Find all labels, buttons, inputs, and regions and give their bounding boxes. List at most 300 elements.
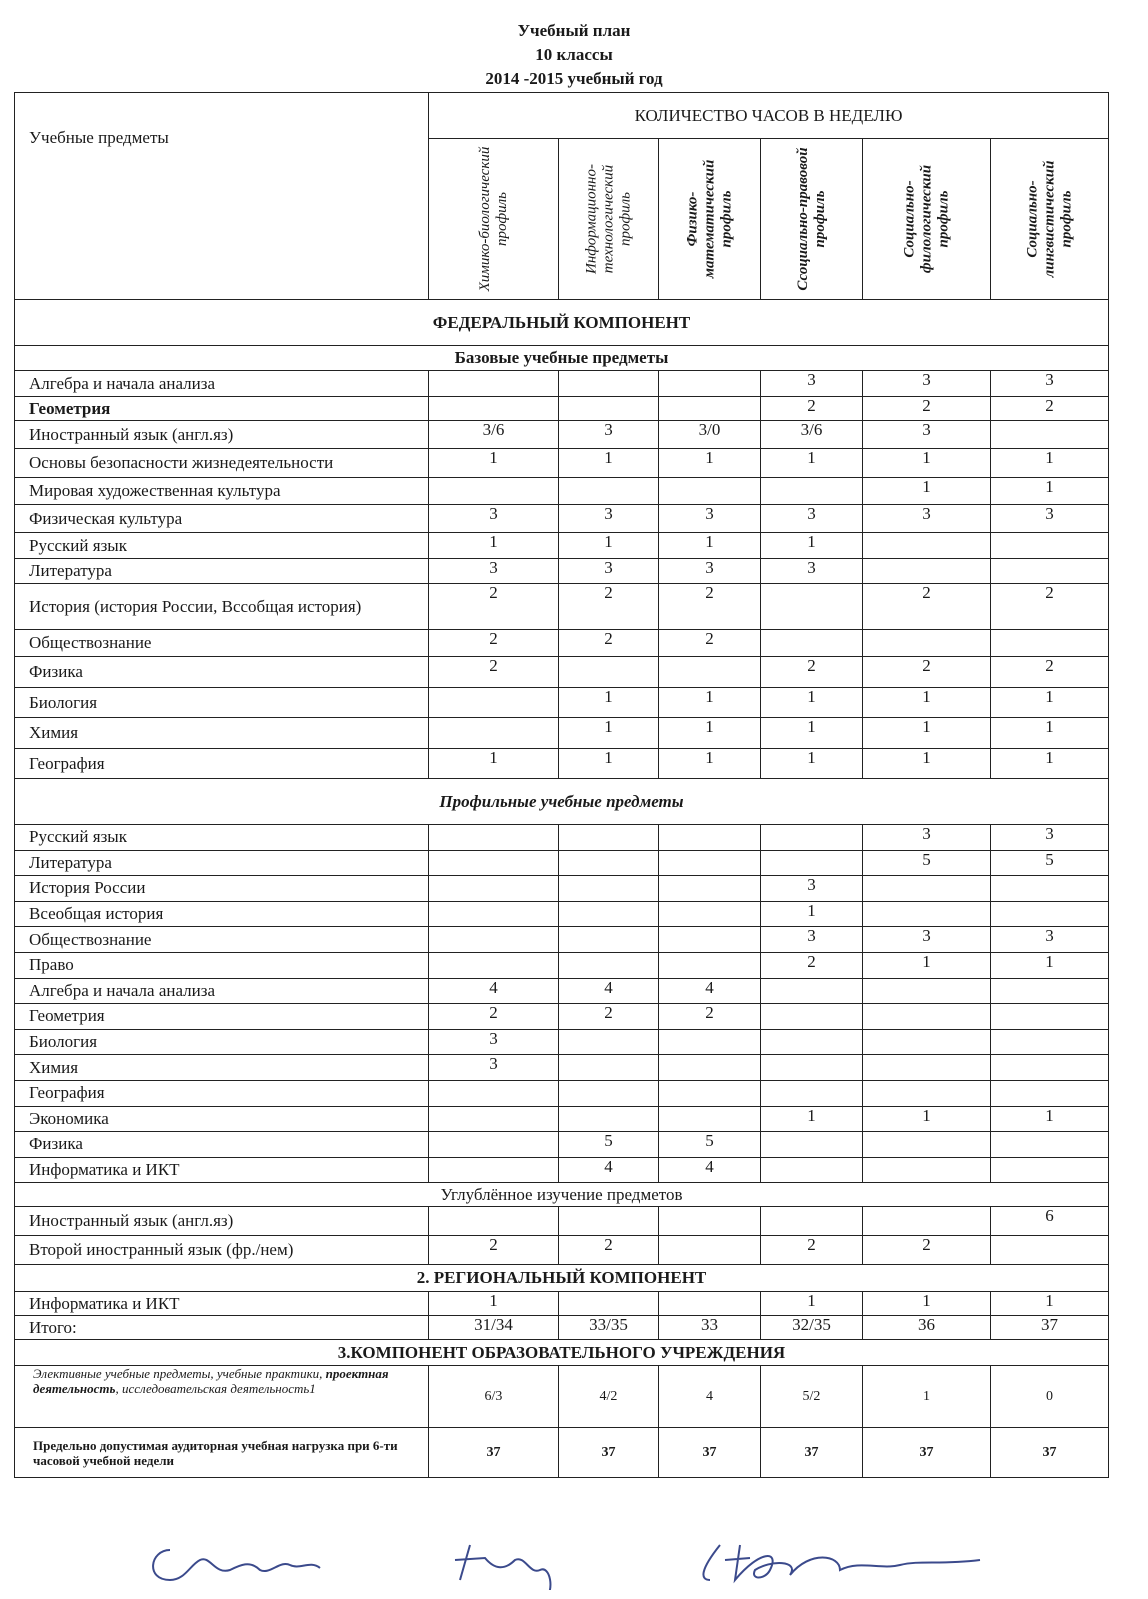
hours-cell [991, 901, 1109, 927]
hours-cell [863, 1132, 991, 1158]
subject-name: История России [15, 876, 429, 902]
hours-cell: 1 [659, 688, 761, 718]
table-row [15, 718, 1109, 749]
table-row [15, 749, 1109, 779]
hours-cell [761, 1080, 863, 1106]
table-row [15, 1080, 1109, 1106]
section-title: ФЕДЕРАЛЬНЫЙ КОМПОНЕНТ [15, 300, 1109, 346]
hours-cell: 1 [429, 449, 559, 478]
hours-cell: 37 [991, 1428, 1109, 1478]
hours-cell: 3 [761, 559, 863, 584]
hours-cell: 2 [991, 584, 1109, 630]
hours-cell: 3 [761, 371, 863, 397]
doc-title: Учебный план [517, 21, 631, 40]
hours-cell: 6 [991, 1207, 1109, 1236]
hours-cell [659, 1055, 761, 1081]
hours-cell: 2 [429, 584, 559, 630]
hours-cell [559, 1207, 659, 1236]
table-row [15, 1055, 1109, 1081]
table-row [15, 1132, 1109, 1158]
table-row [15, 630, 1109, 657]
hours-cell [761, 478, 863, 505]
table-row [15, 876, 1109, 902]
subject-name: География [15, 1080, 429, 1106]
hours-cell: 1 [429, 533, 559, 559]
hours-cell: 1 [761, 688, 863, 718]
hours-cell: 4 [659, 1157, 761, 1183]
hours-cell: 3 [429, 1055, 559, 1081]
hours-cell [429, 876, 559, 902]
hours-cell [761, 1207, 863, 1236]
hours-cell: 2 [429, 630, 559, 657]
subject-name: Биология [15, 688, 429, 718]
hours-cell: 2 [429, 657, 559, 688]
table-row [15, 1428, 1109, 1478]
profile-label: Социально-филологический профиль [901, 164, 951, 274]
hours-cell: 6/3 [429, 1366, 559, 1428]
hours-cell [559, 825, 659, 851]
subject-name: Алгебра и начала анализа [15, 371, 429, 397]
hours-cell [429, 850, 559, 876]
hours-cell: 1 [991, 449, 1109, 478]
hours-cell: 1 [559, 718, 659, 749]
hours-cell [659, 1207, 761, 1236]
hours-cell [991, 1004, 1109, 1030]
hours-cell [659, 657, 761, 688]
hours-cell: 33/35 [559, 1316, 659, 1340]
hours-cell: 37 [429, 1428, 559, 1478]
hours-cell [659, 1106, 761, 1132]
hours-cell [761, 1055, 863, 1081]
hours-cell: 32/35 [761, 1316, 863, 1340]
subject-name: Физическая культура [15, 505, 429, 533]
hours-cell: 3 [559, 505, 659, 533]
section-title: 3.КОМПОНЕНТ ОБРАЗОВАТЕЛЬНОГО УЧРЕЖДЕНИЯ [15, 1340, 1109, 1366]
hours-cell: 1 [863, 952, 991, 978]
hours-cell: 4 [429, 978, 559, 1004]
subject-name: Алгебра и начала анализа [15, 978, 429, 1004]
subject-name: Русский язык [15, 825, 429, 851]
hours-cell [863, 533, 991, 559]
hours-cell [761, 584, 863, 630]
hours-cell [991, 559, 1109, 584]
hours-cell: 1 [991, 478, 1109, 505]
table-row [15, 505, 1109, 533]
hours-cell [761, 850, 863, 876]
hours-cell [863, 1055, 991, 1081]
subject-name: Информатика и ИКТ [15, 1157, 429, 1183]
hours-cell [863, 1004, 991, 1030]
hours-cell [559, 952, 659, 978]
profile-label: Физико-математический профиль [684, 159, 734, 279]
hours-cell: 3 [761, 505, 863, 533]
hours-cell [659, 825, 761, 851]
signature [140, 1530, 1020, 1590]
hours-cell [559, 657, 659, 688]
table-row [15, 978, 1109, 1004]
profile-label: Социально-лингвистический профиль [1024, 160, 1074, 278]
hours-cell [991, 1055, 1109, 1081]
hours-cell [991, 421, 1109, 449]
profile-header [991, 139, 1109, 300]
hours-cell [559, 1292, 659, 1316]
profile-label: Химико-биологический профиль [476, 146, 510, 292]
hours-cell: 2 [991, 657, 1109, 688]
hours-cell: 4 [559, 1157, 659, 1183]
hours-cell: 1 [761, 1106, 863, 1132]
subject-name: Литература [15, 850, 429, 876]
hours-cell [659, 478, 761, 505]
hours-cell [659, 1236, 761, 1265]
hours-cell: 3 [991, 927, 1109, 953]
hours-cell: 1 [559, 688, 659, 718]
hours-cell: 1 [659, 749, 761, 779]
hours-cell: 3 [863, 927, 991, 953]
hours-cell [429, 1080, 559, 1106]
subject-name: Обществознание [15, 630, 429, 657]
hours-cell: 3 [863, 825, 991, 851]
table-row [15, 952, 1109, 978]
table-row [15, 421, 1109, 449]
hours-cell [429, 1106, 559, 1132]
hours-cell [991, 533, 1109, 559]
subject-name: Обществознание [15, 927, 429, 953]
hours-cell: 2 [863, 397, 991, 421]
hours-cell: 1 [991, 718, 1109, 749]
hours-cell: 1 [761, 901, 863, 927]
hours-cell [429, 1132, 559, 1158]
hours-cell: 1 [659, 718, 761, 749]
hours-cell [659, 1080, 761, 1106]
hours-cell: 2 [761, 1236, 863, 1265]
hours-cell [559, 1029, 659, 1055]
hours-cell: 3 [429, 505, 559, 533]
hours-cell: 1 [863, 718, 991, 749]
hours-cell: 2 [863, 584, 991, 630]
section-title: Базовые учебные предметы [15, 346, 1109, 371]
subject-name: Информатика и ИКТ [15, 1292, 429, 1316]
hours-cell: 37 [863, 1428, 991, 1478]
subject-name: Мировая художественная культура [15, 478, 429, 505]
hours-cell [559, 876, 659, 902]
hours-cell: 1 [429, 749, 559, 779]
table-row [15, 1029, 1109, 1055]
hours-cell: 2 [559, 1004, 659, 1030]
subject-name: Второй иностранный язык (фр./нем) [15, 1236, 429, 1265]
table-row [15, 825, 1109, 851]
hours-cell: 1 [559, 749, 659, 779]
hours-cell: 2 [659, 630, 761, 657]
hours-cell: 0 [991, 1366, 1109, 1428]
hours-cell: 3 [761, 876, 863, 902]
hours-cell: 36 [863, 1316, 991, 1340]
elective-text: Элективные учебные предметы, учебные практики, [33, 1366, 323, 1382]
hours-cell: 3 [429, 559, 559, 584]
section-title: Профильные учебные предметы [15, 779, 1109, 825]
profile-label: Информационно-технологический профиль [583, 164, 633, 274]
subject-name: География [15, 749, 429, 779]
hours-cell [429, 478, 559, 505]
subject-name: Право [15, 952, 429, 978]
hours-cell [659, 876, 761, 902]
hours-cell [559, 371, 659, 397]
curriculum-table [14, 92, 1109, 1478]
profile-header [863, 139, 991, 300]
table-row [15, 927, 1109, 953]
hours-cell [761, 1004, 863, 1030]
hours-cell: 1 [761, 1292, 863, 1316]
hours-cell [659, 1029, 761, 1055]
elective-text: , исследовательская деятельность1 [115, 1381, 316, 1397]
section-title: Углублённое изучение предметов [15, 1183, 1109, 1207]
hours-cell: 1 [863, 478, 991, 505]
hours-cell: 2 [991, 397, 1109, 421]
hours-cell: 2 [429, 1236, 559, 1265]
hours-cell: 5/2 [761, 1366, 863, 1428]
hours-cell [559, 850, 659, 876]
table-row [15, 478, 1109, 505]
hours-cell [429, 952, 559, 978]
hours-cell [761, 1132, 863, 1158]
hours-cell: 2 [559, 1236, 659, 1265]
hours-cell [659, 1292, 761, 1316]
subject-name: Экономика [15, 1106, 429, 1132]
hours-cell: 1 [991, 688, 1109, 718]
subject-name: Итого: [15, 1316, 429, 1340]
hours-cell: 1 [863, 749, 991, 779]
table-row [15, 449, 1109, 478]
hours-cell: 1 [863, 1292, 991, 1316]
subject-name: Русский язык [15, 533, 429, 559]
table-row [15, 371, 1109, 397]
hours-cell: 3 [659, 559, 761, 584]
profile-label: Ссоциально-правовой профиль [794, 147, 828, 291]
hours-cell [863, 978, 991, 1004]
profile-header [659, 139, 761, 300]
hours-cell [559, 397, 659, 421]
subject-name: Физика [15, 1132, 429, 1158]
hours-cell: 3/6 [761, 421, 863, 449]
hours-cell [559, 1055, 659, 1081]
subject-name: Иностранный язык (англ.яз) [15, 1207, 429, 1236]
hours-cell: 3 [659, 505, 761, 533]
hours-cell: 31/34 [429, 1316, 559, 1340]
hours-cell: 1 [659, 533, 761, 559]
hours-cell: 2 [761, 397, 863, 421]
hours-cell: 1 [761, 533, 863, 559]
hours-cell [991, 630, 1109, 657]
doc-year: 2014 -2015 учебный год [485, 69, 663, 88]
hours-cell [659, 952, 761, 978]
subjects-header: Учебные предметы [15, 93, 429, 300]
hours-cell [761, 978, 863, 1004]
hours-cell: 3 [991, 825, 1109, 851]
table-row [15, 397, 1109, 421]
hours-cell: 5 [559, 1132, 659, 1158]
hours-cell [429, 688, 559, 718]
hours-cell: 37 [761, 1428, 863, 1478]
hours-cell [429, 1207, 559, 1236]
table-row [15, 850, 1109, 876]
hours-cell [761, 825, 863, 851]
hours-cell: 2 [761, 952, 863, 978]
hours-cell: 3 [863, 421, 991, 449]
hours-cell [429, 371, 559, 397]
hours-cell: 5 [659, 1132, 761, 1158]
hours-cell [559, 901, 659, 927]
hours-cell [991, 1132, 1109, 1158]
hours-cell [429, 825, 559, 851]
hours-cell: 37 [991, 1316, 1109, 1340]
subject-name: Всеобщая история [15, 901, 429, 927]
hours-cell: 1 [863, 449, 991, 478]
hours-cell: 2 [863, 657, 991, 688]
hours-cell: 3 [863, 505, 991, 533]
hours-cell [863, 559, 991, 584]
hours-cell: 1 [761, 718, 863, 749]
table-row [15, 1106, 1109, 1132]
hours-cell: 33 [659, 1316, 761, 1340]
hours-cell: 1 [559, 449, 659, 478]
subject-name: Биология [15, 1029, 429, 1055]
hours-cell: 2 [761, 657, 863, 688]
subject-name: Литература [15, 559, 429, 584]
hours-cell: 1 [863, 688, 991, 718]
table-row [15, 1236, 1109, 1265]
hours-cell [429, 397, 559, 421]
hours-cell: 5 [863, 850, 991, 876]
profile-header [559, 139, 659, 300]
hours-cell: 1 [559, 533, 659, 559]
profile-header [429, 139, 559, 300]
hours-cell [991, 1029, 1109, 1055]
table-row [15, 1004, 1109, 1030]
hours-cell [761, 1157, 863, 1183]
hours-header: КОЛИЧЕСТВО ЧАСОВ В НЕДЕЛЮ [429, 93, 1109, 139]
hours-cell: 1 [991, 952, 1109, 978]
doc-class: 10 классы [535, 45, 613, 64]
table-row [15, 1366, 1109, 1428]
hours-cell [659, 901, 761, 927]
hours-cell: 1 [659, 449, 761, 478]
hours-cell: 3 [991, 505, 1109, 533]
hours-cell [863, 1029, 991, 1055]
hours-cell: 37 [659, 1428, 761, 1478]
hours-cell: 1 [991, 1106, 1109, 1132]
subject-name: Геометрия [15, 397, 429, 421]
hours-cell [991, 978, 1109, 1004]
hours-cell [659, 397, 761, 421]
table-row [15, 657, 1109, 688]
hours-cell [991, 876, 1109, 902]
max-load-name: Предельно допустимая аудиторная учебная нагрузка при 6-ти часовой учебной недели [15, 1428, 429, 1478]
hours-cell [863, 901, 991, 927]
section-title: 2. РЕГИОНАЛЬНЫЙ КОМПОНЕНТ [15, 1265, 1109, 1292]
hours-cell [429, 1157, 559, 1183]
hours-cell: 1 [991, 749, 1109, 779]
elective-bold: проектная деятельность [33, 1366, 389, 1397]
hours-cell [863, 1157, 991, 1183]
hours-cell [991, 1157, 1109, 1183]
table-row [15, 584, 1109, 630]
hours-cell: 4 [659, 978, 761, 1004]
table-row [15, 688, 1109, 718]
hours-cell [559, 927, 659, 953]
hours-cell [659, 927, 761, 953]
hours-cell: 1 [429, 1292, 559, 1316]
hours-cell: 3 [863, 371, 991, 397]
hours-cell [429, 927, 559, 953]
hours-cell: 4/2 [559, 1366, 659, 1428]
elective-name [15, 1366, 429, 1428]
hours-cell: 3 [559, 559, 659, 584]
hours-cell: 3 [429, 1029, 559, 1055]
subject-name: История (история России, Вссобщая история) [15, 584, 429, 630]
hours-cell [659, 371, 761, 397]
hours-cell [991, 1236, 1109, 1265]
hours-cell [429, 718, 559, 749]
hours-cell [863, 630, 991, 657]
subject-name: Иностранный язык (англ.яз) [15, 421, 429, 449]
table-row [15, 1292, 1109, 1316]
hours-cell [863, 876, 991, 902]
hours-cell: 5 [991, 850, 1109, 876]
hours-cell: 1 [991, 1292, 1109, 1316]
hours-cell [761, 630, 863, 657]
hours-cell: 3 [559, 421, 659, 449]
hours-cell [761, 1029, 863, 1055]
hours-cell: 2 [863, 1236, 991, 1265]
table-row [15, 533, 1109, 559]
hours-cell: 3/6 [429, 421, 559, 449]
hours-cell: 1 [761, 749, 863, 779]
subject-name: Основы безопасности жизнедеятельности [15, 449, 429, 478]
hours-cell [559, 1106, 659, 1132]
hours-cell: 2 [429, 1004, 559, 1030]
table-row [15, 1157, 1109, 1183]
hours-cell: 2 [659, 1004, 761, 1030]
hours-cell [559, 1080, 659, 1106]
hours-cell [991, 1080, 1109, 1106]
table-row [15, 1207, 1109, 1236]
hours-cell: 2 [559, 630, 659, 657]
hours-cell: 4 [559, 978, 659, 1004]
profile-header [761, 139, 863, 300]
hours-cell: 4 [659, 1366, 761, 1428]
subject-name: Геометрия [15, 1004, 429, 1030]
hours-cell: 1 [863, 1106, 991, 1132]
hours-cell [429, 901, 559, 927]
hours-cell [559, 478, 659, 505]
table-row [15, 559, 1109, 584]
hours-cell: 3 [991, 371, 1109, 397]
hours-cell: 1 [863, 1366, 991, 1428]
hours-cell: 3/0 [659, 421, 761, 449]
hours-cell: 3 [761, 927, 863, 953]
subject-name: Химия [15, 1055, 429, 1081]
subject-name: Физика [15, 657, 429, 688]
table-row [15, 1316, 1109, 1340]
hours-cell [863, 1080, 991, 1106]
hours-cell [863, 1207, 991, 1236]
hours-cell: 37 [559, 1428, 659, 1478]
subject-name: Химия [15, 718, 429, 749]
hours-cell: 2 [659, 584, 761, 630]
hours-cell [659, 850, 761, 876]
hours-cell: 2 [559, 584, 659, 630]
hours-cell: 1 [761, 449, 863, 478]
table-row [15, 901, 1109, 927]
